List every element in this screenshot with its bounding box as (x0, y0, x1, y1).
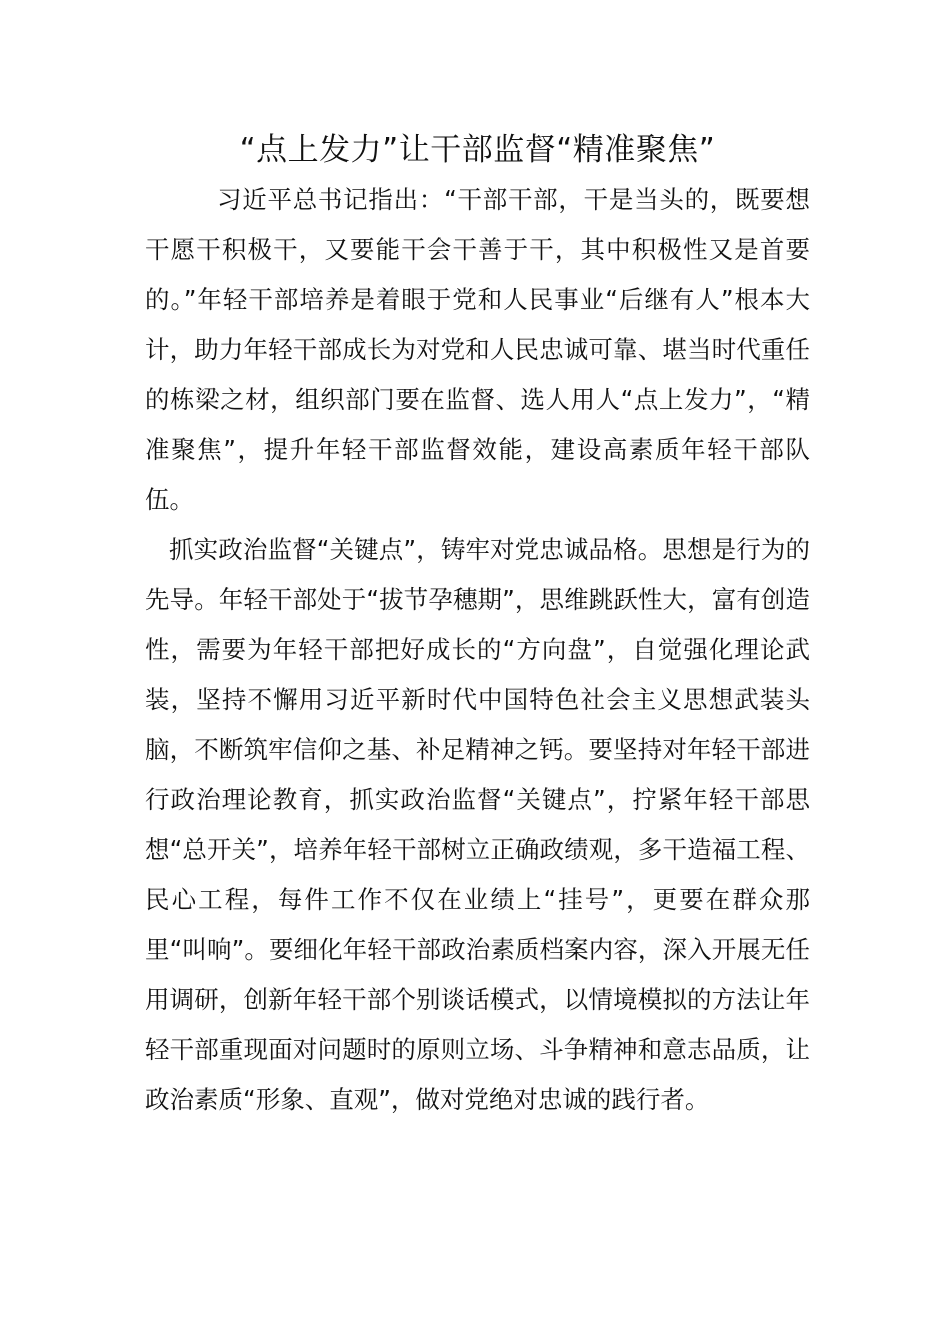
document-title: “点上发力”让干部监督“精准聚焦” (239, 132, 716, 168)
paragraph-intro: 习近平总书记指出：“干部干部，干是当头的，既要想干愿干积极干，又要能干会干善于干，其中积极性又是首要的。”年轻干部培养是着眼于党和人民事业“后继有人”根本大计，助力年轻干部成长为对党和人民忠诚可靠、堪当时代重任的栋梁之材，组织部门要在监督、选人用人“点上发力”，“精准聚焦”，提升年轻干部监督效能，建设高素质年轻干部队伍。 (145, 185, 810, 514)
paragraph-political-supervision: 抓实政治监督“关键点”，铸牢对党忠诚品格。思想是行为的先导。年轻干部处于“拔节孕穗期”，思维跳跃性大，富有创造性，需要为年轻干部把好成长的“方向盘”，自觉强化理论武装，坚持不懈用习近平新时代中国特色社会主义思想武装头脑，不断筑牢信仰之基、补足精神之钙。要坚持对年轻干部进行政治理论教育，抓实政治监督“关键点”，拧紧年轻干部思想“总开关”，培养年轻干部树立正确政绩观，多干造福工程、民心工程，每件工作不仅在业绩上“挂号”，更要在群众那里“叫响”。要细化年轻干部政治素质档案内容，深入开展无任用调研，创新年轻干部个别谈话模式，以情境模拟的方法让年轻干部重现面对问题时的原则立场、斗争精神和意志品质，让政治素质“形象、直观”，做对党绝对忠诚的践行者。 (145, 535, 810, 1114)
document-body (145, 175, 810, 1125)
